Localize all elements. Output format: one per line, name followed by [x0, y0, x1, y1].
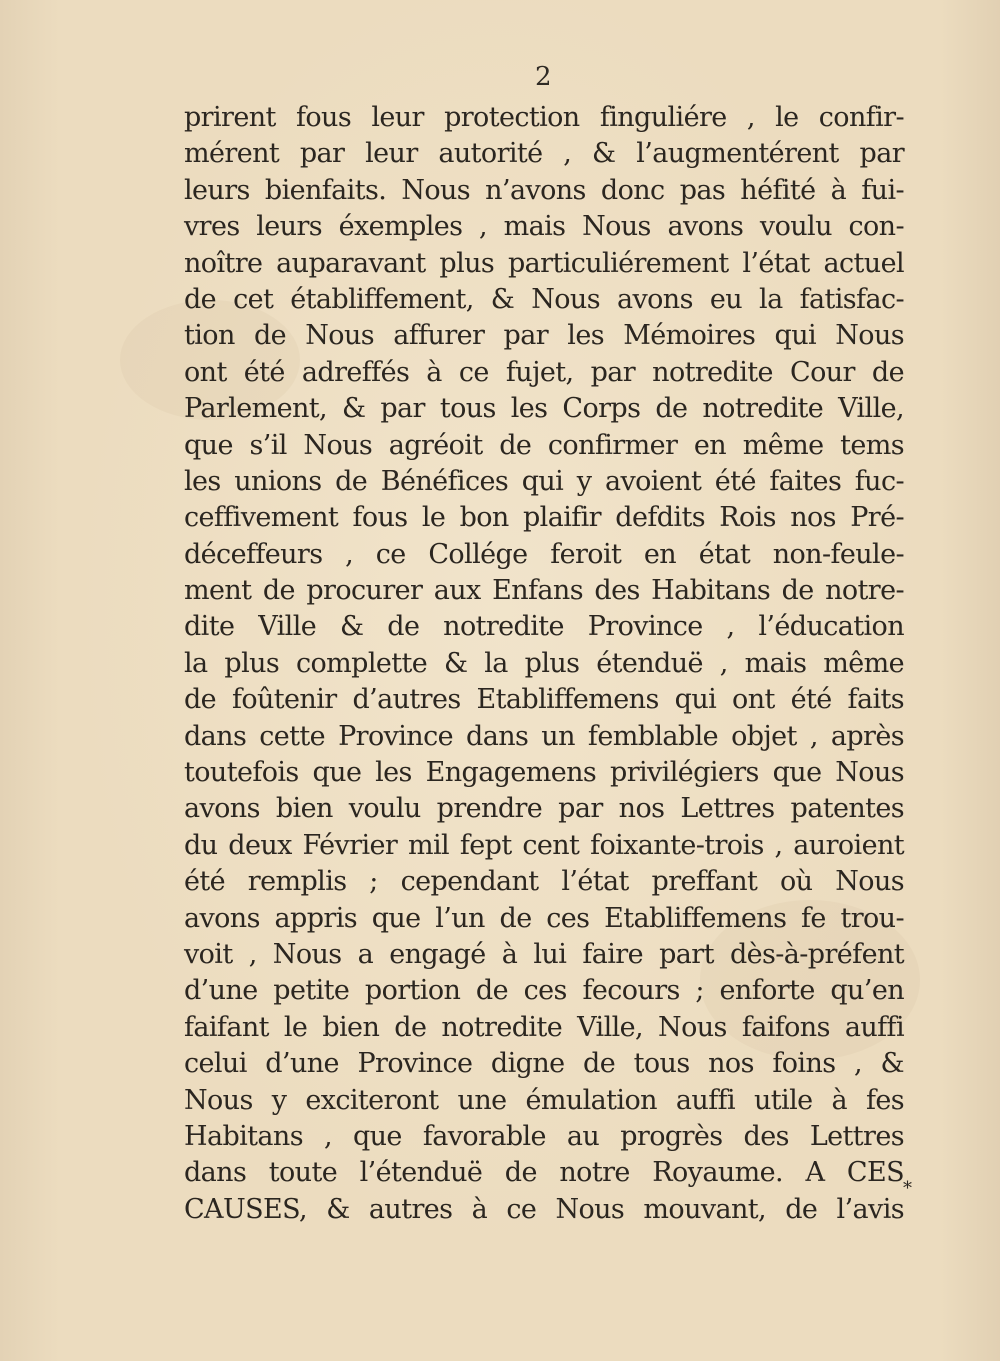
text-line: du deux Février mil fept cent foixante-trois , auroient — [184, 829, 904, 861]
text-line: Parlement, & par tous les Corps de notredite Ville, — [184, 393, 904, 425]
text-line: dans toute l’étenduë de notre Royaume. A CES — [184, 1157, 904, 1189]
text-line: prirent fous leur protection finguliére , le confir- — [184, 102, 904, 133]
text-line: faifant le bien de notredite Ville, Nous faifons auffi — [184, 1011, 904, 1043]
text-line: vres leurs éxemples , mais Nous avons voulu con- — [184, 211, 904, 243]
text-line: de foûtenir d’autres Etabliffemens qui ont été faits — [184, 684, 904, 716]
text-line: d’une petite portion de ces fecours ; enforte qu’en — [184, 975, 904, 1007]
text-line: leurs bienfaits. Nous n’avons donc pas héfité à fui- — [184, 174, 904, 206]
text-line: toutefois que les Engagemens privilégiers que Nous — [184, 757, 904, 789]
text-line: déceffeurs , ce Collége feroit en état non-feule- — [184, 538, 904, 570]
text-line: noître auparavant plus particuliérement l’état actuel — [184, 247, 904, 279]
text-line: que s’il Nous agréoit de confirmer en même tems — [184, 429, 904, 461]
text-line: ont été adreffés à ce fujet, par notredite Cour de — [184, 356, 904, 388]
catchword-mark: * — [903, 1178, 912, 1199]
text-line: voit , Nous a engagé à lui faire part dès-à-préfent — [184, 938, 904, 970]
text-line: CAUSES, & autres à ce Nous mouvant, de l’avis — [184, 1193, 904, 1225]
text-line: de cet établiffement, & Nous avons eu la fatisfac- — [184, 283, 904, 315]
text-line: tion de Nous affurer par les Mémoires qui Nous — [184, 320, 904, 352]
text-line: Habitans , que favorable au progrès des Lettres — [184, 1120, 904, 1152]
text-line: ment de procurer aux Enfans des Habitans de notre- — [184, 575, 904, 607]
page-number: 2 — [535, 62, 552, 92]
text-line: avons appris que l’un de ces Etabliffemens fe trou- — [184, 902, 904, 934]
text-line: ceffivement fous le bon plaifir defdits Rois nos Pré- — [184, 502, 904, 534]
text-line: Nous y exciteront une émulation auffi utile à fes — [184, 1084, 904, 1116]
text-line: dite Ville & de notredite Province , l’éducation — [184, 611, 904, 643]
text-line: avons bien voulu prendre par nos Lettres patentes — [184, 793, 904, 825]
text-line: mérent par leur autorité , & l’augmentérent par — [184, 138, 904, 170]
text-line: été remplis ; cependant l’état preffant où Nous — [184, 866, 904, 898]
body-text — [184, 100, 904, 1228]
text-line: celui d’une Province digne de tous nos foins , & — [184, 1048, 904, 1080]
text-line: les unions de Bénéfices qui y avoient été faites fuc- — [184, 465, 904, 497]
text-line: la plus complette & la plus étenduë , mais même — [184, 647, 904, 679]
text-line: dans cette Province dans un femblable objet , après — [184, 720, 904, 752]
